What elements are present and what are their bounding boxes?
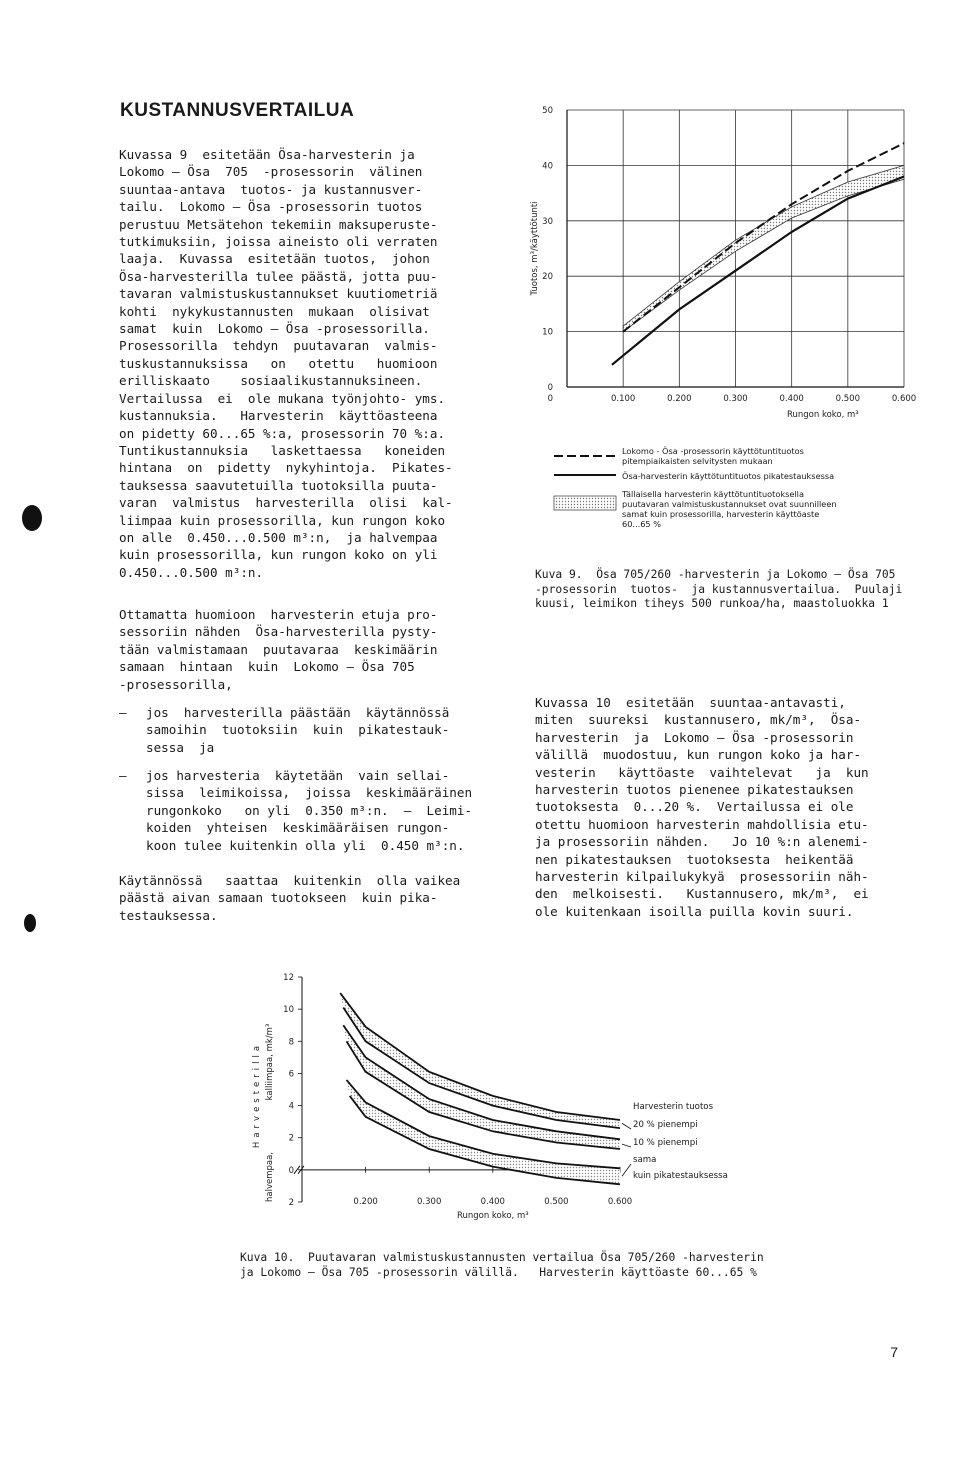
y-tick-label: 2 (288, 1133, 294, 1144)
x-tick-label: 0.100 (610, 394, 636, 404)
fig10-legend-title: Harvesterin tuotos (633, 1102, 714, 1112)
x-tick-label: 0.600 (607, 1197, 633, 1207)
text-line: tutkimuksiin, joissa aineisto oli verraten (119, 234, 438, 250)
fig10-legend-item-2: 10 % pienempi (633, 1138, 698, 1148)
processor-output-line (623, 143, 904, 331)
x-tick-label: 0.400 (480, 1197, 505, 1207)
text-line: Ösa-harvesterilla tulee päästä, jotta puu- (119, 268, 438, 284)
text-line: testauksessa. (119, 907, 218, 923)
fig10-legend-item-1: 20 % pienempi (633, 1120, 698, 1130)
text-line: 0.450...0.500 m³:n. (119, 564, 264, 580)
text-line: sissa leimikoissa, joissa keskimääräinen (146, 785, 473, 801)
y-tick-label: 8 (288, 1037, 294, 1048)
text-line: samat kuin Lokomo — Ösa -prosessorilla. (119, 321, 430, 337)
fig10-legend-item-4: kuin pikatestauksessa (633, 1171, 728, 1181)
left-paragraph-2 (119, 606, 437, 693)
x-tick-label: 0.500 (544, 1197, 569, 1207)
text-line: tuskustannuksissa on otettu huomioon (119, 355, 438, 371)
text-line: tavaran valmistuskustannukset kuutiometriä (119, 286, 438, 302)
left-paragraph-1 (119, 146, 453, 581)
text-line: tuotoksesta 0...20 %. Vertailussa ei ole (535, 799, 854, 815)
y-tick-label: 10 (542, 327, 553, 338)
legend-leader-line (622, 1123, 631, 1129)
text-line: koon tulee kuitenkin olla yli 0.450 m³:n. (146, 837, 465, 853)
y-tick-label: 10 (283, 1005, 294, 1016)
text-line: -prosessorilla, (119, 676, 233, 692)
text-line: harvesterin kilpailukykyä prosessoriin näh- (535, 869, 869, 885)
text-line: laaja. Kuvassa esitetään tuotos, johon (119, 251, 430, 267)
text-line: harvesterin tuotos pienenee pikatestauksen (535, 782, 854, 798)
text-line: otettu huomioon harvesterin mahdollisia etu- (535, 816, 869, 832)
page-number: 7 (890, 1344, 898, 1360)
text-line: Prosessorilla tehdyn puutavaran valmis- (119, 338, 438, 354)
y-axis-label-bottom: halvempaa, (265, 1151, 275, 1203)
text-line: tään valmistamaan puutavaraa keskimäärin (119, 641, 438, 657)
bullet-dash: — (119, 705, 127, 720)
y-axis-label-top: Harvesterilla (252, 1041, 262, 1149)
figure-10-chart (245, 965, 645, 1235)
band-lower-curve (343, 1008, 620, 1129)
x-tick-label: 0.300 (417, 1197, 442, 1207)
text-line: Kuva 10. Puutavaran valmistuskustannusten vertailua Ösa 705/260 -harvesterin (240, 1251, 764, 1264)
text-line: jos harvesteria käytetään vain sellai- (146, 768, 450, 783)
legend-band-swatch (554, 496, 616, 510)
y-tick-label: 50 (542, 106, 553, 116)
fig10-legend-item-3: sama (633, 1155, 657, 1165)
cost-parity-band (623, 165, 904, 331)
x-tick-label: 0.600 (891, 394, 917, 404)
text-line: tailu. Lokomo — Ösa -prosessorin tuotos (119, 199, 423, 215)
text-line: kohti nykykustannusten mukaan olisivat (119, 303, 430, 319)
fig9-legend-1: Lokomo - Ösa -prosessorin käyttötuntituotos pitempiaikaisten selvitysten mukaan (622, 446, 804, 466)
x-axis-label: Rungon koko, m³ (786, 410, 859, 420)
text-line: päästä aivan samaan tuotokseen kuin pika- (119, 890, 438, 906)
harvester-output-line (612, 177, 904, 365)
x-tick-label: 0.300 (723, 394, 748, 404)
left-paragraph-3 (119, 872, 460, 924)
x-axis-label: Rungon koko, m³ (456, 1211, 529, 1221)
text-line: sessa ja (146, 739, 215, 755)
bullet-item-1 (146, 704, 449, 756)
text-line: on pidetty 60...65 %:a, prosessorin 70 %:a. (119, 425, 446, 441)
text-line: liimpaa kuin prosessorilla, kun rungon koko (119, 512, 446, 528)
right-paragraph-1 (535, 694, 869, 920)
figure-10-caption (240, 1251, 764, 1280)
text-line: Ottamatta huomioon harvesterin etuja pro- (119, 607, 438, 622)
figure-9-caption (535, 568, 902, 612)
text-line: nen pikatestauksen tuotoksesta heikentää (535, 851, 854, 867)
text-line: erilliskaato sosiaalikustannuksineen. (119, 373, 423, 389)
x-tick-label: 0.500 (835, 394, 861, 404)
bullet-dash: — (119, 768, 127, 783)
y-axis-label-mid: kalliimpaa, mk/m³ (265, 1023, 275, 1101)
text-line: Kuva 9. Ösa 705/260 -harvesterin ja Lokomo — Ösa 705 (535, 568, 896, 581)
text-line: ole kuitenkaan isoilla puilla kovin suuri. (535, 903, 854, 919)
punch-hole-mark (22, 505, 42, 531)
text-line: miten suureksi kustannusero, mk/m³, Ösa- (535, 712, 862, 728)
text-line: samaan hintaan kuin Lokomo — Ösa 705 (119, 659, 415, 675)
figure-9-chart (520, 95, 920, 425)
text-line: Käytännössä saattaa kuitenkin olla vaikea (119, 873, 461, 888)
punch-hole-mark (24, 914, 36, 932)
y-tick-label: 2 (288, 1198, 294, 1208)
x-tick-label-origin: 0 (547, 394, 553, 404)
text-line: harvesterin ja Lokomo — Ösa -prosessorin (535, 729, 854, 745)
text-line: ja Lokomo — Ösa 705 -prosessorin välillä. Harvesterin käyttöaste 60...65 % (240, 1265, 757, 1279)
text-line: hintana on pidetty nykyhintoja. Pikates- (119, 460, 453, 476)
y-tick-label: 12 (283, 973, 294, 983)
text-line: ja prosessoriin nähden. Jo 10 %:n alenemi- (535, 834, 869, 850)
text-line: Kuvassa 10 esitetään suuntaa-antavasti, (535, 695, 846, 710)
y-tick-label: 0 (547, 383, 553, 393)
text-line: on alle 0.450...0.500 m³:n, ja halvempaa (119, 529, 438, 545)
x-tick-label: 0.200 (353, 1197, 378, 1207)
text-line: kuusi, leimikon tiheys 500 runkoa/ha, maastoluokka 1 (535, 597, 889, 610)
text-line: kustannuksia. Harvesterin käyttöasteena (119, 408, 438, 424)
y-tick-label: 0 (288, 1165, 294, 1176)
text-line: Kuvassa 9 esitetään Ösa-harvesterin ja (119, 147, 415, 162)
x-tick-label: 0.400 (779, 394, 804, 404)
text-line: samoihin tuotoksiin kuin pikatestauk- (146, 722, 450, 738)
text-line: den melkoisesti. Kustannusero, mk/m³, ei (535, 886, 869, 902)
text-line: kuin prosessorilla, kun rungon koko on yli (119, 547, 438, 563)
text-line: sessoriin nähden Ösa-harvesterilla pysty- (119, 624, 438, 640)
text-line: suuntaa-antava tuotos- ja kustannusver- (119, 181, 423, 197)
y-tick-label: 4 (288, 1101, 294, 1112)
legend-leader-line (622, 1164, 631, 1176)
text-line: välillä muodostuu, kun rungon koko ja har- (535, 747, 862, 763)
fig9-legend-3: Tällaisella harvesterin käyttötuntituotoksella puutavaran valmistuskustannukset ovat suunnilleen samat kuin prosessorilla, harvesterin käyttöaste 60...65 % (622, 489, 837, 529)
text-line: tauksessa saavutetuilla tuotoksilla puuta- (119, 477, 438, 493)
x-tick-label: 0.200 (667, 394, 692, 404)
text-line: koiden yhteisen keskimääräisen rungon- (146, 820, 450, 836)
bullet-item-2 (146, 767, 472, 854)
text-line: vesterin käyttöaste vaihtelevat ja kun (535, 764, 869, 780)
y-tick-label: 6 (288, 1069, 294, 1080)
fig9-legend-symbols (552, 446, 620, 526)
cost-difference-band (340, 993, 620, 1128)
y-tick-label: 40 (542, 161, 553, 172)
text-line: varan valmistus harvesterilla olisi kal- (119, 495, 453, 511)
y-axis-label: Tuotos, m³/käyttötunti (530, 201, 540, 296)
text-line: Lokomo — Ösa 705 -prosessorin välinen (119, 164, 423, 180)
y-tick-label: 30 (542, 216, 553, 227)
text-line: jos harvesterilla päästään käytännössä (146, 705, 450, 720)
section-heading: KUSTANNUSVERTAILUA (120, 100, 355, 121)
text-line: Tuntikustannuksia laskettaessa koneiden (119, 442, 446, 458)
text-line: Vertailussa ei ole mukana työnjohto- yms. (119, 390, 446, 406)
y-tick-label: 20 (542, 272, 553, 283)
text-line: -prosessorin tuotos- ja kustannusvertailua. Puulaji (535, 582, 903, 596)
text-line: rungonkoko on yli 0.350 m³:n. — Leimi- (146, 802, 473, 818)
legend-leader-line (622, 1144, 631, 1147)
text-line: perustuu Metsätehon tekemiin maksuperuste- (119, 216, 438, 232)
fig9-legend-2: Ösa-harvesterin käyttötuntituotos pikatestauksessa (622, 471, 835, 481)
